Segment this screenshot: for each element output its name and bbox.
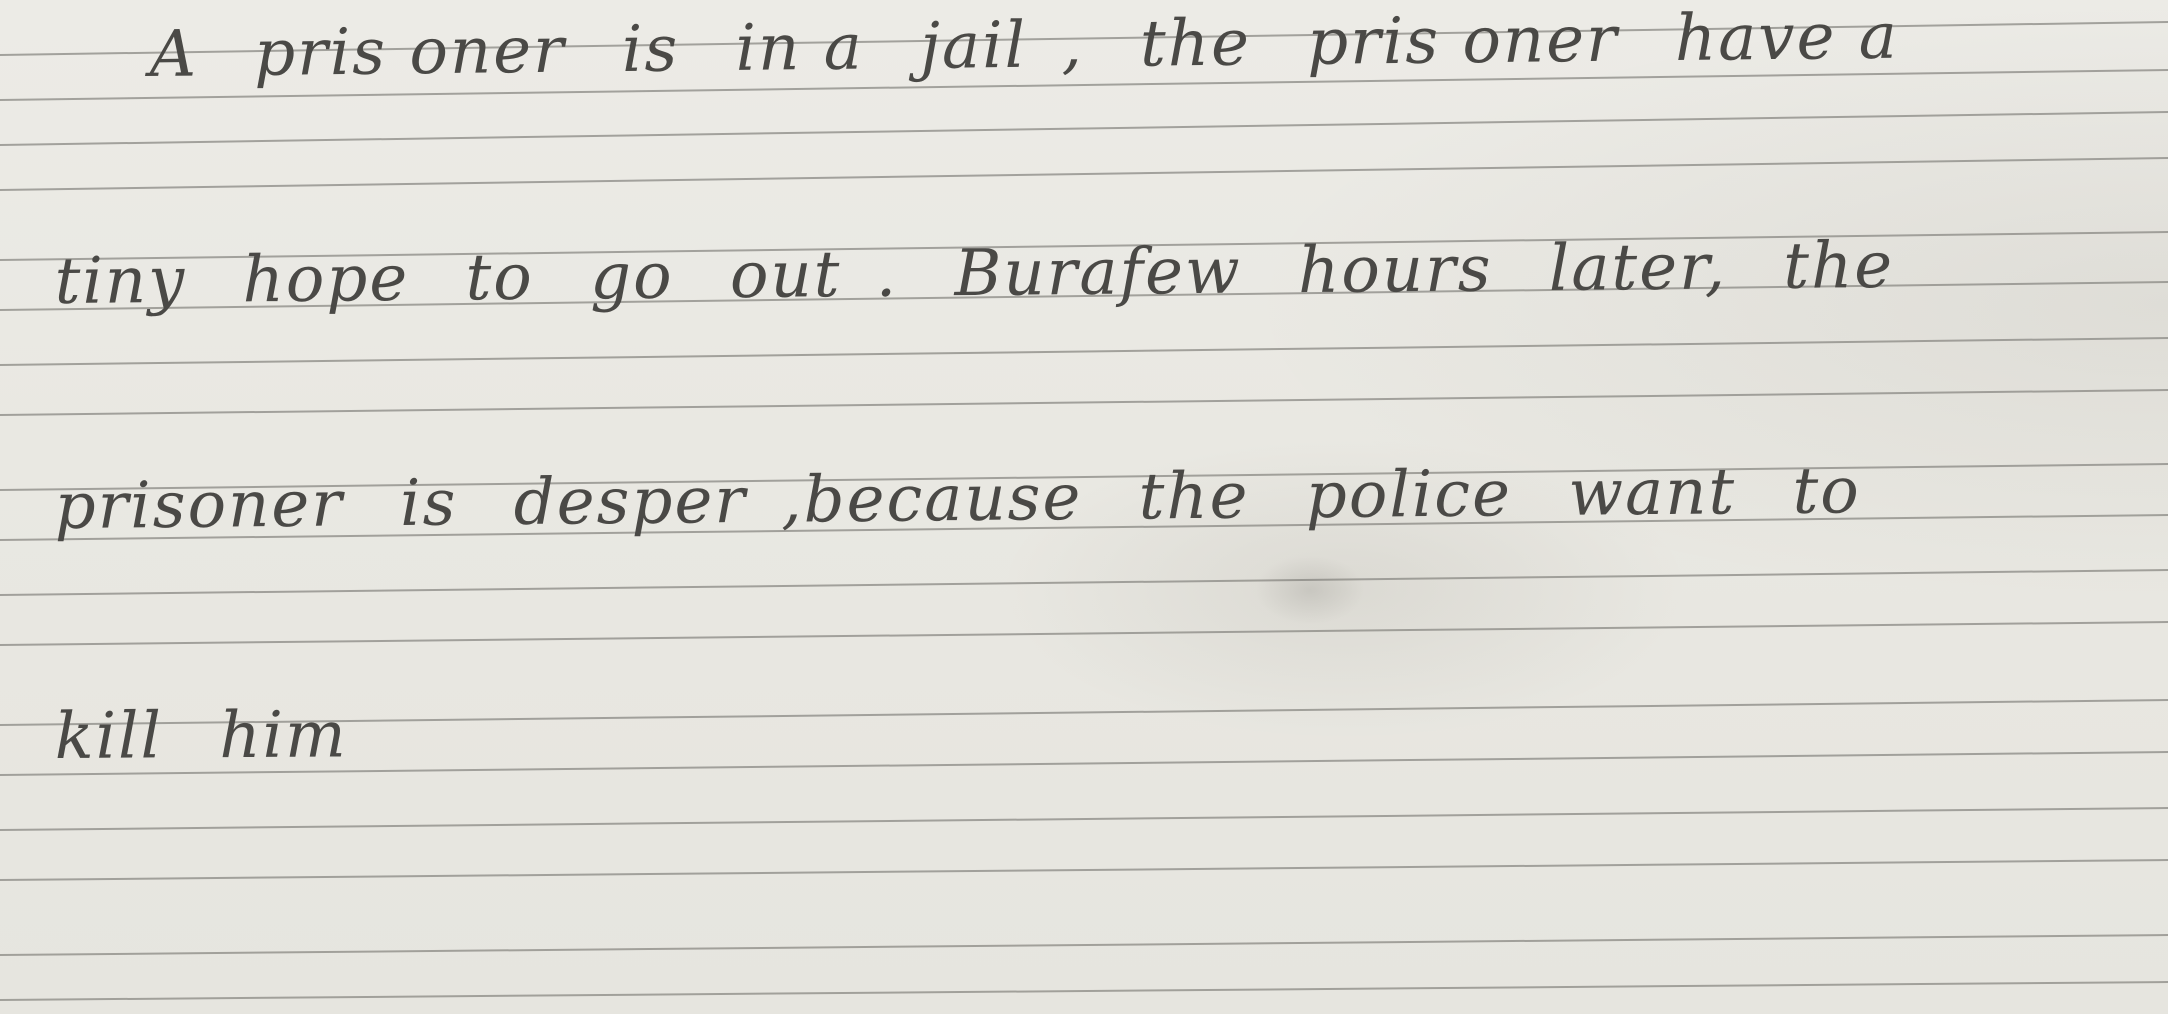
word: hours (1297, 232, 1493, 309)
word: out (729, 238, 842, 314)
word: later, (1548, 230, 1728, 306)
word: is (399, 466, 458, 541)
word: him (219, 698, 348, 774)
word: is (621, 12, 680, 88)
word: have a (1674, 0, 1900, 77)
word: tiny (54, 243, 187, 319)
word: desper (513, 463, 748, 540)
handwriting-line-3 (54, 454, 1895, 544)
word: jail (919, 8, 1028, 84)
punctuation: . (875, 237, 899, 312)
word: the (1139, 6, 1252, 82)
handwriting-line-4 (55, 698, 382, 774)
word: to (1792, 454, 1862, 529)
word: want (1567, 455, 1737, 531)
word: go (589, 239, 674, 315)
word: in a (735, 10, 865, 86)
word: pris oner (253, 13, 566, 91)
word: hope (242, 241, 410, 318)
word: pris oner (1306, 2, 1620, 80)
word: ,because (780, 461, 1083, 538)
word: the (1138, 459, 1250, 535)
handwriting-line-1 (149, 0, 1933, 92)
word: kill (54, 699, 164, 774)
word: prisoner (54, 467, 345, 544)
word: Burafew (954, 234, 1243, 312)
word: to (465, 240, 535, 316)
word: police (1305, 457, 1513, 534)
word: the (1782, 228, 1895, 304)
handwriting-line-2 (54, 229, 1928, 319)
word: A (149, 17, 199, 92)
punctuation: , (1060, 8, 1085, 83)
